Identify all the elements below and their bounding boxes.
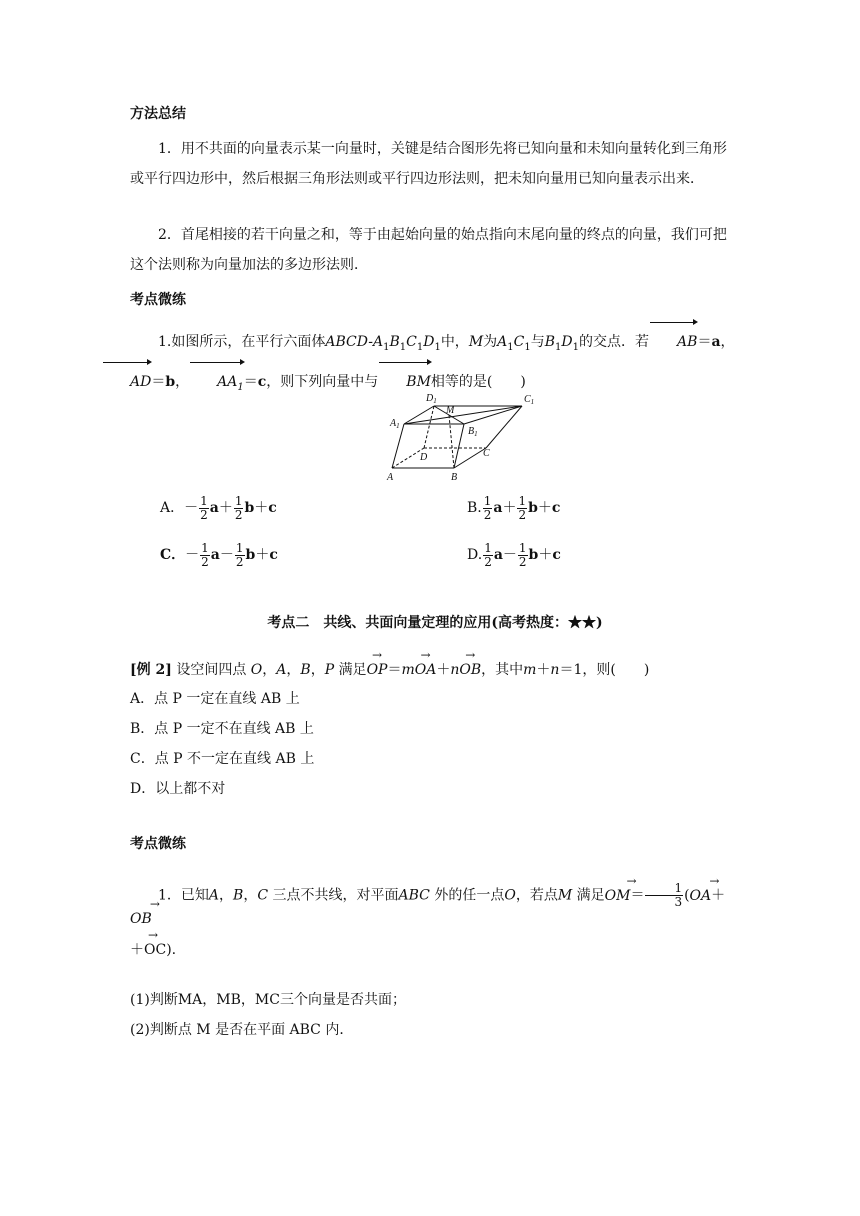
- svg-text:A: A: [387, 472, 394, 483]
- practice2-question: 1．已知A，B，C 三点不共线，对平面ABC 外的任一点O，若点M 满足→ OM＝ $\frac{1}{3}$ (→ OA＋→ OB: [130, 882, 740, 929]
- example2-choice-d[interactable]: D．以上都不对: [130, 781, 226, 797]
- option-c[interactable]: C．－ $\frac{1}{2}$ a－ $\frac{1}{2}$ b＋c: [160, 540, 278, 569]
- svg-text:B1: $B_1$: [468, 426, 478, 438]
- practice2-sub1: (1)判断MA，MB，MC三个向量是否共面；: [130, 992, 406, 1008]
- example2-choice-a[interactable]: A．点 P 一定在直线 AB 上: [130, 691, 300, 707]
- practice1-question: 1.如图所示，在平行六面体ABCD-$A_1B_1C_1D_1$中，M为$A_1C_1$与$B_1D_1$的交点．若 AB＝a， AD＝b， $AA_1=c$，则下列向量中与 BM相等的是( ): [130, 325, 740, 405]
- option-d[interactable]: D. $\frac{1}{2}$ a－ $\frac{1}{2}$ b＋c: [467, 540, 561, 569]
- practice2-sub2: (2)判断点 M 是否在平面 ABC 内．: [130, 1022, 354, 1038]
- example2-choice-b[interactable]: B．点 P 一定不在直线 AB 上: [130, 721, 314, 737]
- svg-text:C: C: [483, 448, 490, 459]
- svg-text:C1: $C_1$: [524, 394, 535, 406]
- method-summary-p2: 2．首尾相接的若干向量之和，等于由起始向量的始点指向末尾向量的终点的向量，我们可把这个法则称为向量加法的多边形法则．: [130, 227, 727, 273]
- parallelepiped-figure: [384, 390, 554, 486]
- svg-text:D1: $D_1$: [426, 393, 437, 405]
- practice2-title: 考点微练: [130, 836, 186, 852]
- method-summary-p1: 1．用不共面的向量表示某一向量时，关键是结合图形先将已知向量和未知向量转化到三角形或平行四边形中，然后根据三角形法则或平行四边形法则，把未知向量用已知向量表示出来．: [130, 141, 727, 187]
- practice1-title: 考点微练: [130, 292, 186, 308]
- option-a[interactable]: A．－ $\frac{1}{2}$ a＋ $\frac{1}{2}$ b＋c: [160, 493, 277, 522]
- svg-text:A1: $A_1$: [390, 418, 400, 430]
- method-summary-title: 方法总结: [130, 106, 186, 122]
- svg-text:B: B: [451, 472, 458, 483]
- option-b[interactable]: B. $\frac{1}{2}$ a＋ $\frac{1}{2}$ b＋c: [467, 493, 561, 522]
- example2-choice-c[interactable]: C．点 P 不一定在直线 AB 上: [130, 751, 315, 767]
- svg-text:D: D: [420, 452, 428, 463]
- svg-text:M: M: [446, 405, 455, 416]
- section2-title: 考点二 共线、共面向量定理的应用(高考热度：★★): [267, 615, 603, 631]
- example2-stem: [例 2] 设空间四点 O，A，B，P 满足→ OP＝m→ OA＋n→ OB，其中m＋n＝1，则( ): [130, 660, 740, 680]
- practice2-question-tail: → ＋OC).: [130, 940, 740, 960]
